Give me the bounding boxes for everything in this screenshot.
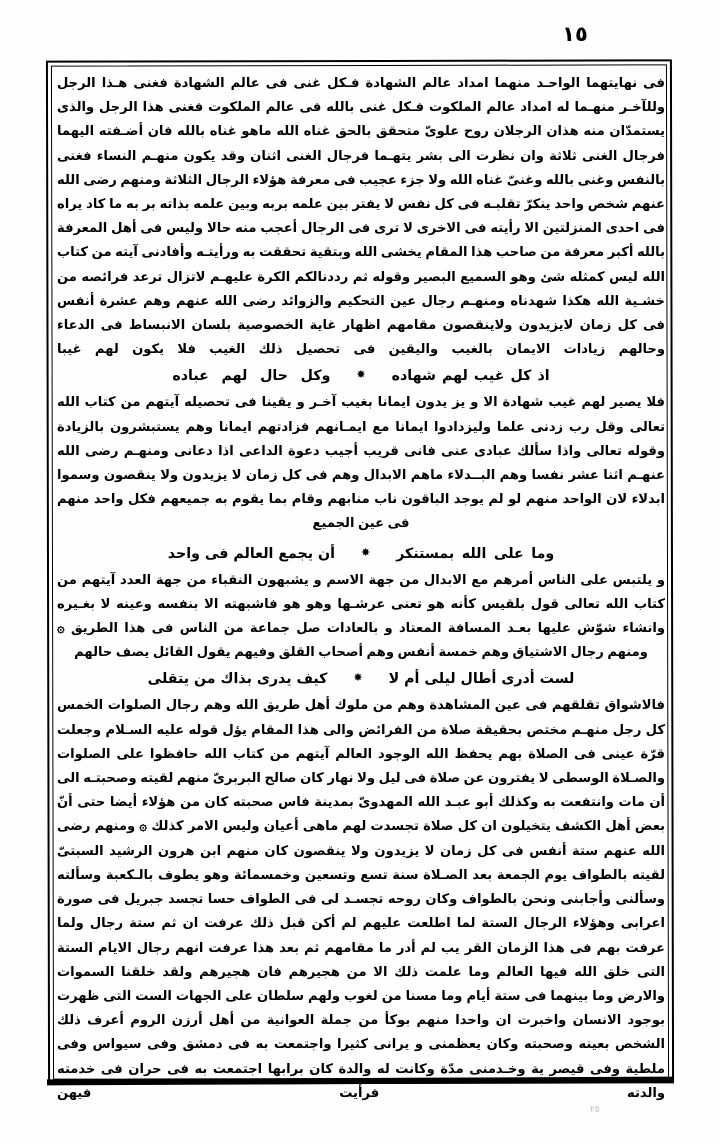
verse-line-2 (57, 540, 665, 569)
verse-line-3 (57, 665, 665, 694)
paragraph-3: و يلتبس على الناس أمرهم مع الابدال من جهة الاسم و يشبهون النقباء من جهة العدد آيتهم من كتاب الله تعالى قول بلقيس كأنه هو تعنى عرشـها وهو هو فاشبهته الا بنفسه وعينه لا بغـيره وانشاء شوّش عليها بعـد المسافة المعتاد و بالعادات صل جماعة من الناس فى هذا الطريق ۞ ومنهم رجال الاشتياق وهم خمسة أنفس وهم أصحاب القلق وفيهم يقول القائل يصف حالهم (57, 572, 665, 661)
verse-1-hemistich-1: اذ كل غيب لهم شهاده (391, 368, 550, 385)
verse-line-1 (57, 362, 665, 391)
verse-separator-icon: ✸ (353, 671, 363, 685)
folio-header (0, 22, 720, 46)
verse-2-hemistich-1: وما على الله بمستنكر (396, 545, 555, 562)
verse-3-hemistich-2: كيف يدرى بذاك من يتقلى (147, 671, 328, 688)
verse-separator-icon: ✸ (356, 368, 366, 382)
verse-separator-icon: ✸ (361, 545, 371, 559)
paragraph-4: فالاشواق تقلقهم فى عين المشاهدة وهم من ملوك أهل طريق الله وهم رجال الصلوات الخمس كل رجل منهـم مختص بحقيقة صلاة من الفرائض والى هذا المقام يؤل قوله عليه السـلام وجعلت قرّة عينى فى الصلاة بهم يحفظ الله الوجود العالم آيتهم من كتاب الله حافظوا على الصلوات والصـلاة الوسطى لا يفترون عن صلاة فى ليل ولا نهار كان صالح البربرىّ منهم لقيته وصحبتـه الى أن مات وانتفعت به وكذلك أبو عبـد الله المهدوىّ بمدينة فاس صحبته كان من هؤلاء أيضا حتى أنّ بعض أهل الكشف يتخيلون ان كل صلاة تجسدت لهم ماهى أعيان وليس الامر كذلك ۞ ومنهم رضى الله عنهم ستة أنفس فى كل زمان لا يزيدون ولا ينقصون كان منهم ابن هرون الرشيد السبتىّ لقيته بالطواف يوم الجمعة بعد الصـلاة سنة تسع وتسعين وخمسمائة وهو يطوف بالـكعبة وسألته وسألنى وأجابنى ونحن بالطواف وكان روحه تجسـد لى فى الطواف حسا تجسد جبريل فى صورة اعرابى وهؤلاء الرجال الستة لما اطلعت عليهم لم أكن قبل ذلك عرفت ان ثم ستة رجال ولما عرفت بهم فى هذا الزمان القر يب لم أدر ما مقامهم ثم بعد هذا عرفت انهم رجال الايام الستة التى خلق الله فيها العالم وما علمت ذلك الا من هجيرهم فان هجيرهم ولقد خلقنا السموات والارض وما بينهما فى ستة أيام وما مسنا من لغوب ولهم سلطان على الجهات الست التى ظهرت بوجود الانسان واخبرت ان واحدا منهم بوكأ من جملة العوانية من أهل أرزن الروم أعرف ذلك الشخص بعينه وصحبته وكان يعظمنى و يرانى كثيرا واجتمعت به فى دمشق وفى سيواس وفى ملطية وفى قيصر ية وخـدمنى مدّة وكانت له والدة كان برابها اجتمعت به فى حران فى خدمته والدته فرأيت فيهن (57, 698, 665, 1101)
text-column (57, 72, 665, 1101)
verse-3-hemistich-1: لست أدرى أطال ليلى أم لا (388, 671, 575, 688)
verse-2-hemistich-2: أن يجمع العالم فى واحد (167, 545, 335, 562)
paragraph-1: فى نهايتهما الواحـد منهما امداد عالم الشهادة فـكل غنى فى عالم الشهادة فغنى هـذا الرجل وللآخـر منهـما له امداد عالم الملكوت فـكل غنى بالله فى عالم الملكوت فغنى هذا الرجل والذى يستمدّان منه هذان الرجلان روح علوىّ متحقق بالحق غناه الله ماهو غناه بالله فان أضـفته اليهما فرجال الغنى ثلاثة وان نظرت الى بشر يتهـما فرجال الغنى اثنان وقد يكون منهـم النساء فغنى بالنفس وغنى بالله وغنىّ غناه الله ولا جزء عجيب فى معرفة هؤلاء الرجال الثلاثة ومنهم رضى الله عنهم شخص واحد ينكرّ تقلبـه فى كل نفس لا يفتر بين علمه بربه وبين علمه بذاته بر به ما كاد يراه فى احدى المنزلتين الا رأيته فى الاخرى لا ترى فى الرجال أعجب منه حالا وليس فى أهل المعرفة بالله أكبر معرفة من صاحب هذا المقام يخشى الله وبتقية تحققت به ورأيتـه وأفادنى آيته من كتاب الله ليس كمثله شئ وهو السميع البصير وقوله ثم رددنالكم الكرة عليهـم لاتزال ترعد فرائصه من خشـية الله هكذا شهدناه ومنهـم رجال عين التحكيم والزوائد رضى الله عنهم وهم عشرة أنفس فى كل زمان لايزيدون ولاينقصون مقامهم اظهار غاية الخصوصية بلسان الانبساط فى الدعاء وحالهم زيادات الايمان بالغيب واليقين فى تحصيل ذلك الغيب فلا يكون لهم غيبا (57, 76, 665, 358)
verse-1-hemistich-2: وكل حال لهم عباده (172, 368, 331, 385)
page-number: ١٥ (562, 22, 588, 46)
footer-mark: ٢٥ (590, 1105, 600, 1115)
paragraph-2: فلا يصير لهم غيب شهادة الا و يز يدون ايمانا بغيب آخـر و يقينا فى تحصيله آيتهم من كتاب الله تعالى وقل رب زدنى علما وليزدادوا ايمانا مع ايمـانهم فزادتهم ايمانا وهم يستبشرون بالزيادة وقوله تعالى واذا سألك عبادى عنى فانى قريب أجيب دعوة الداعى اذا دعانى ومنهـم رضى الله عنهـم اثنا عشر نفسا وهم البــدلاء ماهم الابدال وهم فى كل زمان لا يزيدون ولا ينقصون وسموا ابدلاء لان الواحد منهم لو لم يوجد الباقون ناب منابهم وقام بما يقوم به جميعهم فكل واحد منهم فى عين الجميع (57, 395, 665, 532)
